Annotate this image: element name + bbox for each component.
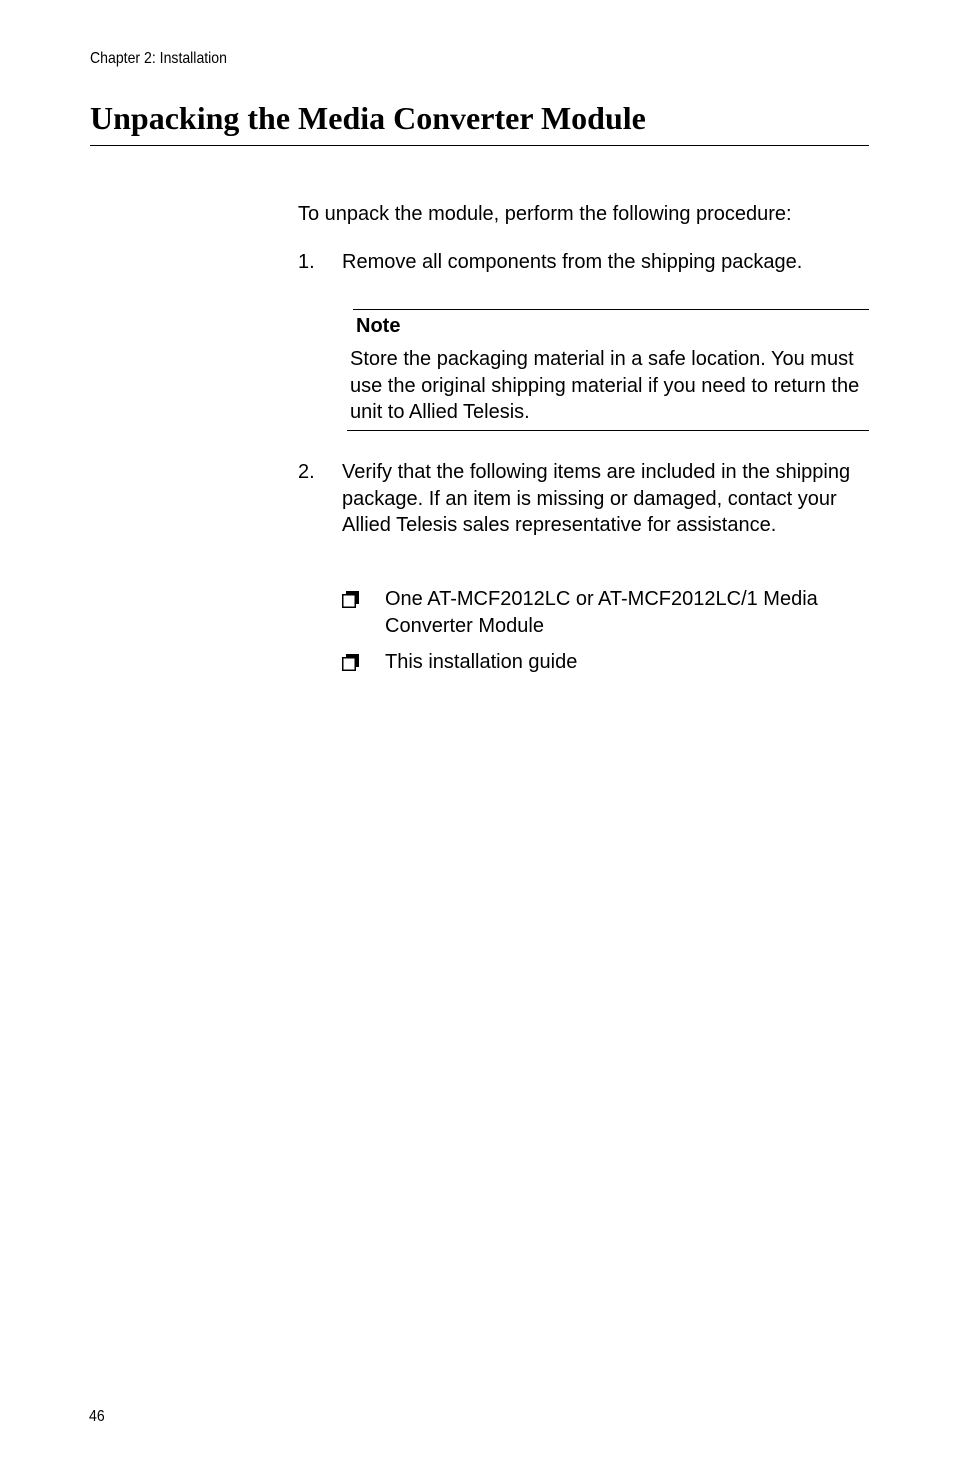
- checkbox-icon: [342, 654, 359, 671]
- title-divider: [90, 145, 869, 146]
- checkbox-icon: [342, 591, 359, 608]
- page-number: 46: [89, 1408, 105, 1425]
- step-number: 2.: [298, 461, 315, 483]
- step-text: Remove all components from the shipping package.: [342, 251, 803, 273]
- step-number: 1.: [298, 251, 315, 273]
- checklist-item-text: This installation guide: [385, 651, 578, 673]
- running-header: Chapter 2: Installation: [90, 50, 227, 67]
- intro-paragraph: To unpack the module, perform the following procedure:: [298, 203, 792, 225]
- note-text: Store the packaging material in a safe location. You must use the original shipping material if you need to return the unit to Allied Telesis.: [350, 348, 860, 423]
- step-text: Verify that the following items are included in the shipping package. If an item is missing or damaged, contact your Allied Telesis sales representative for assistance.: [342, 461, 851, 536]
- note-bottom-rule: [347, 430, 869, 431]
- section-title: Unpacking the Media Converter Module: [90, 100, 646, 136]
- note-box: [347, 309, 869, 430]
- checklist-item: [341, 649, 869, 676]
- note-top-rule: [353, 309, 869, 310]
- package-contents-checklist: [341, 586, 869, 676]
- checklist-item-text: One AT-MCF2012LC or AT-MCF2012LC/1 Media Converter Module: [385, 588, 818, 637]
- note-heading: Note: [356, 315, 401, 337]
- checklist-item: [341, 586, 869, 639]
